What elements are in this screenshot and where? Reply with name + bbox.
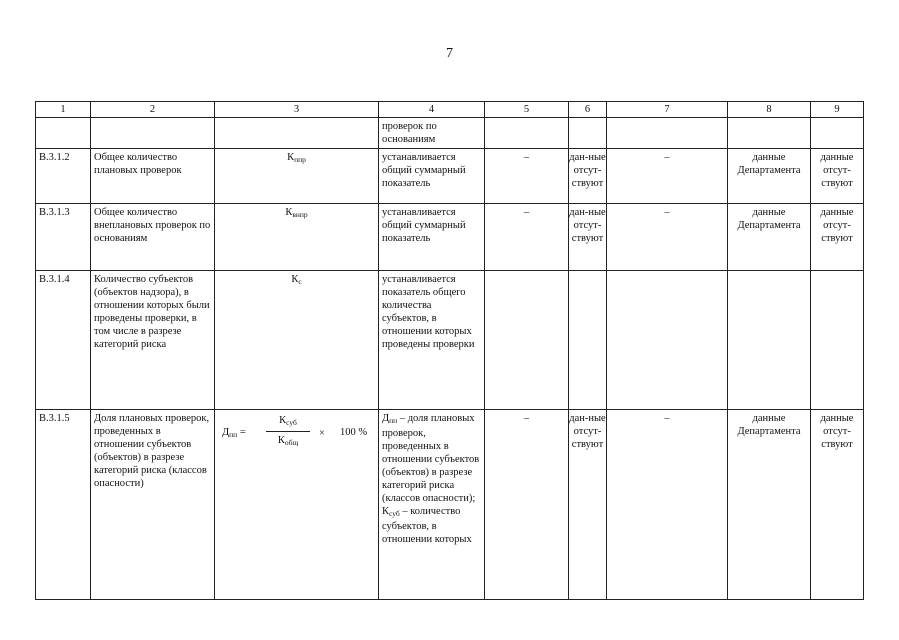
row-code: В.3.1.4 [36,271,91,410]
formula-subscript: пп [229,430,238,439]
formula-subscript: ппр [294,155,306,164]
col6-value: дан-ные отсут-ствуют [569,149,607,204]
indicator-description: устанавливается общий суммарный показатель [379,204,485,271]
column-number: 6 [569,102,607,118]
col6-value [569,271,607,410]
column-number: 9 [811,102,864,118]
col5-value: – [485,204,569,271]
formula-subscript: суб [286,418,297,427]
continuation-row [36,118,864,149]
col7-value: – [607,149,728,204]
row-code: В.3.1.5 [36,410,91,600]
col8-value [728,271,811,410]
description-line [382,412,481,505]
table-cell [91,118,215,149]
formula-lhs [222,426,246,441]
column-number: 4 [379,102,485,118]
table-row [36,204,864,271]
table-row [36,149,864,204]
formula-symbol: К [291,274,299,285]
table-cell [811,118,864,149]
indicator-name: Общее количество плановых проверок [91,149,215,204]
col6-value: дан-ные отсут-ствуют [569,204,607,271]
col8-value: данные Департамента [728,149,811,204]
formula-cell [215,204,379,271]
col5-value: – [485,410,569,600]
formula-symbol: К [285,207,293,218]
page-number: 7 [446,46,453,61]
col7-value: – [607,204,728,271]
fraction-denominator [266,432,310,449]
col8-value: данные Департамента [728,204,811,271]
formula-symbol: Д [222,427,230,438]
row-code: В.3.1.3 [36,204,91,271]
indicator-description: устанавливается общий суммарный показатель [379,149,485,204]
formula-symbol: К [277,435,285,446]
col5-value [485,271,569,410]
col5-value: – [485,149,569,204]
formula-symbol: К [287,152,295,163]
column-number: 1 [36,102,91,118]
formula-fraction [266,414,310,449]
fraction-formula [218,412,375,452]
row-code: В.3.1.2 [36,149,91,204]
formula-subscript: внпр [292,210,308,219]
table-cell [36,118,91,149]
column-number: 7 [607,102,728,118]
description-line [382,505,481,546]
formula-cell [215,410,379,600]
multiply-sign: × [319,428,325,439]
table-cell [607,118,728,149]
formula-symbol: Д [382,413,390,424]
formula-symbol: К [279,415,287,426]
column-number-row [36,102,864,118]
table-row [36,410,864,600]
col8-value: данные Департамента [728,410,811,600]
indicator-name: Общее количество внеплановых проверок по основаниям [91,204,215,271]
formula-symbol: К [382,506,390,517]
formula-subscript: с [298,277,302,286]
fraction-numerator [266,414,310,432]
col9-value: данные отсут-ствуют [811,410,864,600]
table-cell [728,118,811,149]
col6-value: дан-ные отсут-ствуют [569,410,607,600]
indicator-description [379,410,485,600]
description-text: – количество субъектов, в отношении которых [382,506,472,545]
table-row [36,271,864,410]
continuation-description: проверок по основаниям [379,118,485,149]
col9-value: данные отсут-ствуют [811,204,864,271]
col7-value [607,271,728,410]
column-number: 8 [728,102,811,118]
formula-cell [215,149,379,204]
table-cell [569,118,607,149]
description-text: – доля плановых проверок, проведенных в отношении субъектов (объектов) в разрезе категорий риска (классов опасности); [382,413,480,504]
column-number: 3 [215,102,379,118]
formula-subscript: пп [389,416,398,425]
column-number: 2 [91,102,215,118]
table-cell [485,118,569,149]
equals-sign: = [239,427,246,438]
formula-subscript: общ [284,438,299,447]
table-cell [215,118,379,149]
col9-value: данные отсут-ствуют [811,149,864,204]
percent-factor: 100 % [340,427,368,438]
column-number: 5 [485,102,569,118]
indicator-name: Количество субъектов (объектов надзора), в отношении которых были проведены проверки, в том числе в разрезе категорий риска [91,271,215,410]
indicators-table [35,101,864,600]
indicator-description: устанавливается показатель общего количества субъектов, в отношении которых проведены проверки [379,271,485,410]
col9-value [811,271,864,410]
col7-value: – [607,410,728,600]
indicator-name: Доля плановых проверок, проведенных в отношении субъектов (объектов) в разрезе категорий риска (классов опасности) [91,410,215,600]
formula-cell [215,271,379,410]
formula-subscript: суб [389,509,400,518]
